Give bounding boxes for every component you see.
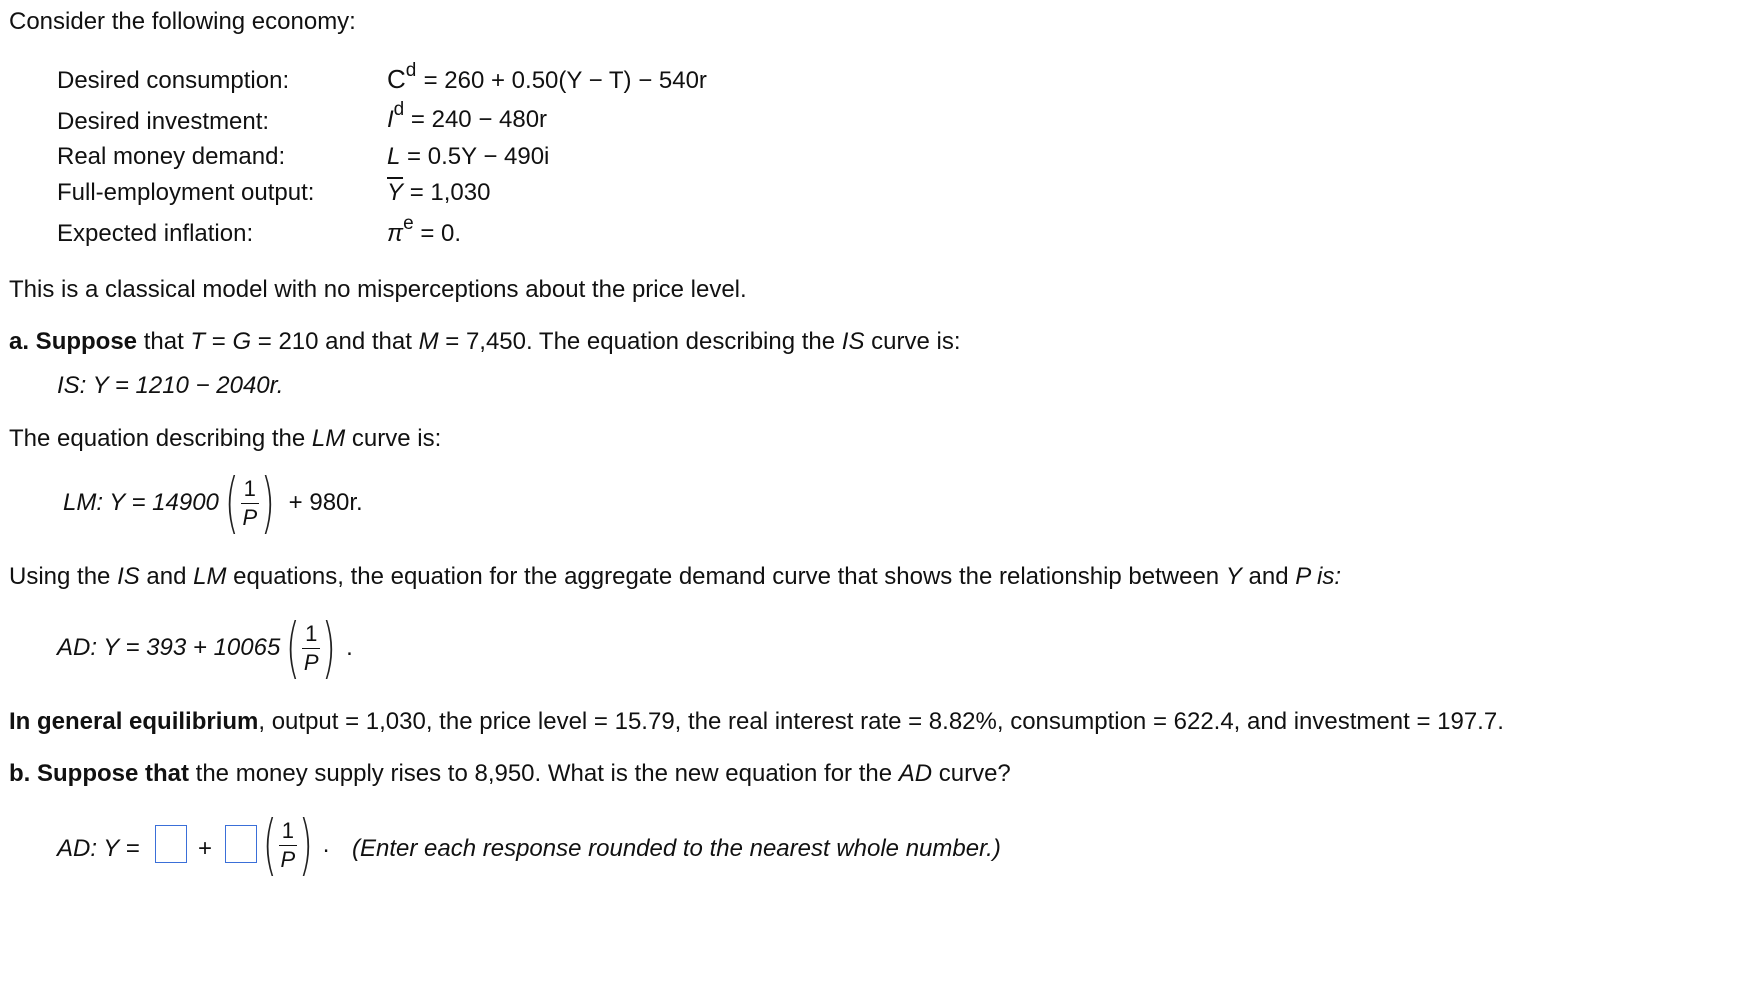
lm-equation: LM: Y = 14900 ( $\frac{1}{P}$ ) + 980r. (63, 464, 363, 541)
ad-intercept-input[interactable] (155, 825, 187, 863)
part-b-ad-lhs: AD: Y = (57, 835, 140, 862)
given-label-money-demand: Real money demand: (57, 143, 286, 170)
is-equation: IS: Y = 1210 − 2040r. (57, 372, 284, 399)
lm-intro: The equation describing the LM curve is: (9, 425, 442, 452)
part-b-fraction: $\frac{1}{P}$ (280, 818, 296, 872)
given-label-consumption: Desired consumption: (57, 67, 290, 94)
given-label-expected-inflation: Expected inflation: (57, 220, 254, 247)
given-label-full-employment: Full-employment output: (57, 179, 315, 206)
ad-slope-input[interactable] (225, 825, 257, 863)
part-b-question: b. Suppose that the money supply rises to 8,950. What is the new equation for the AD curve? (9, 760, 1011, 787)
given-eq-money-demand: L = 0.5Y − 490i (387, 143, 550, 170)
given-eq-investment: $I^d = 240 - 480r$ (387, 99, 548, 133)
part-b-plus: + (198, 835, 213, 862)
equilibrium-text: In general equilibrium, output = 1,030, the price level = 15.79, the real interest rate = 8.82%, consumption = 622.4, and investment = 197.7. (9, 708, 1504, 735)
part-a-question: a. Suppose that T = G = 210 and that M = 7,450. The equation describing the IS curve is: (9, 328, 961, 355)
given-eq-full-employment: $\overline{Y} = 1,030$ (387, 179, 491, 206)
intro-text: Consider the following economy: (9, 8, 356, 35)
part-b-fraction-group: ( $\frac{1}{P}$ ) . (262, 806, 330, 883)
given-eq-consumption: $C^d = 260 + 0.50(Y - T) - 540r$ (387, 60, 707, 94)
given-eq-expected-inflation: $\pi^e = 0$. (387, 213, 462, 247)
given-label-investment: Desired investment: (57, 108, 270, 135)
classical-note: This is a classical model with no misperceptions about the price level. (9, 276, 747, 303)
ad-fraction: $\frac{1}{P}$ (303, 621, 319, 675)
lm-fraction: $\frac{1}{P}$ (242, 476, 258, 530)
ad-intro: Using the IS and LM equations, the equation for the aggregate demand curve that shows the relationship between Y and P is: (9, 563, 1342, 590)
rounding-hint: (Enter each response rounded to the nearest whole number.) (352, 835, 1001, 862)
ad-equation: AD: Y = 393 + 10065 ( $\frac{1}{P}$ ) . (57, 609, 353, 686)
